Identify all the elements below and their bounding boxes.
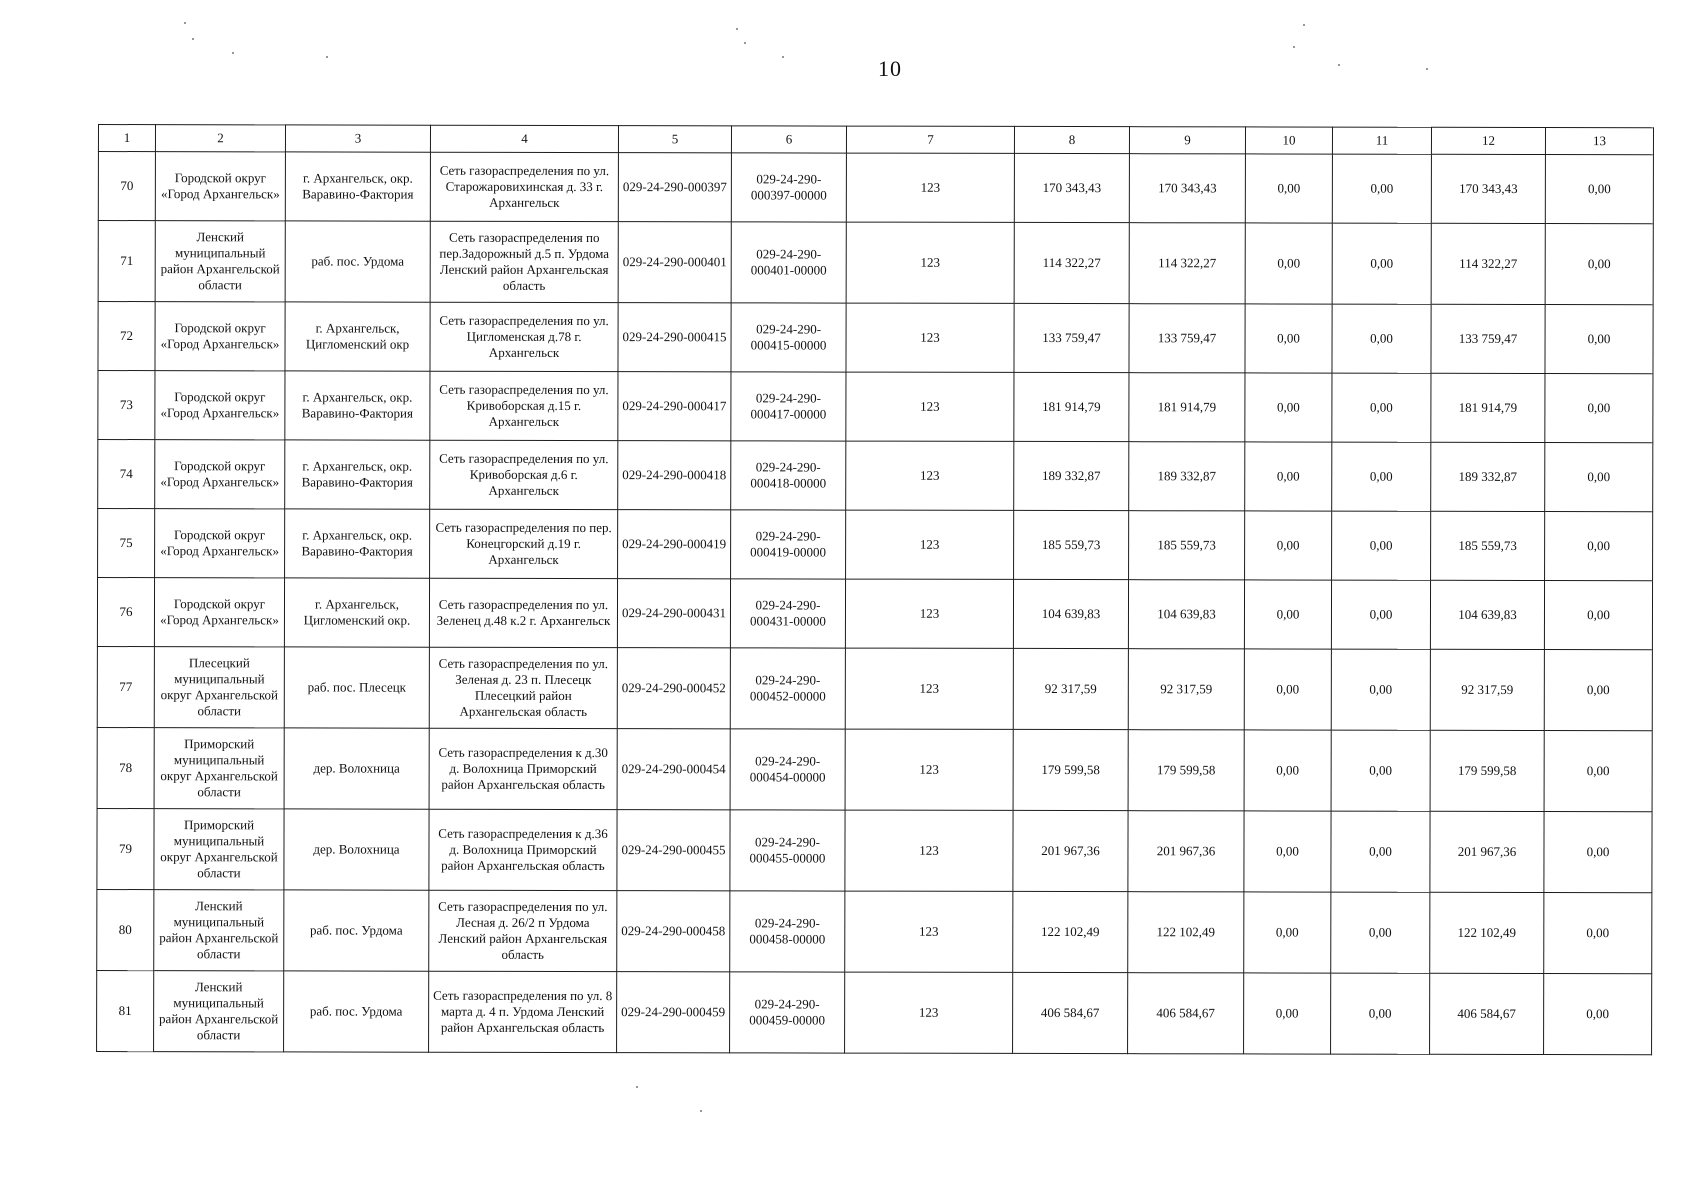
col11-cell: 0,00 (1331, 892, 1430, 973)
col10-cell: 0,00 (1245, 304, 1332, 373)
full-code-cell: 029-24-290-000459-00000 (730, 972, 845, 1053)
object-name-cell: Сеть газораспределения по ул. Старожаровихинская д. 33 г. Архангельск (430, 152, 618, 221)
col8-cell: 92 317,59 (1013, 648, 1128, 729)
object-name-cell: Сеть газораспределения к д.30 д. Волохница Приморский район Архангельская область (429, 728, 617, 809)
object-name-cell: Сеть газораспределения к д.36 д. Волохница Приморский район Архангельская область (429, 809, 617, 890)
column-number-row (98, 125, 1653, 155)
object-name-cell: Сеть газораспределения по ул. Кривоборская д.6 г. Архангельск (430, 440, 618, 509)
col10-cell: 0,00 (1245, 223, 1332, 304)
col9-cell: 122 102,49 (1128, 892, 1244, 973)
table-row (97, 808, 1652, 892)
full-code-cell: 029-24-290-000397-00000 (731, 153, 846, 222)
table-row (98, 440, 1653, 512)
locality-cell: дер. Волохница (284, 728, 429, 809)
col10-cell: 0,00 (1244, 973, 1331, 1054)
col13-cell: 0,00 (1545, 155, 1653, 224)
column-number: 5 (618, 126, 731, 153)
table-row (98, 221, 1653, 305)
col11-cell: 0,00 (1331, 811, 1430, 892)
cadastral-code-cell: 029-24-290-000417 (618, 372, 731, 441)
registry-table (96, 124, 1654, 1055)
full-code-cell: 029-24-290-000417-00000 (731, 372, 846, 441)
col12-cell: 179 599,58 (1430, 730, 1544, 811)
col8-cell: 179 599,58 (1013, 729, 1128, 810)
row-number: 79 (97, 808, 154, 889)
full-code-cell: 029-24-290-000452-00000 (730, 648, 845, 729)
municipality-cell: Городской округ «Город Архангельск» (154, 578, 284, 647)
table-row (97, 889, 1652, 973)
col11-cell: 0,00 (1332, 511, 1431, 580)
col12-cell: 406 584,67 (1430, 973, 1544, 1054)
column-number: 7 (846, 126, 1014, 153)
locality-cell: г. Архангельск, Цигломенский окр (285, 302, 430, 371)
municipality-cell: Приморский муниципальный округ Архангельской области (154, 728, 284, 809)
table-row (98, 371, 1653, 443)
column-number: 9 (1129, 127, 1245, 154)
col9-cell: 181 914,79 (1129, 373, 1245, 442)
object-name-cell: Сеть газораспределения по ул. 8 марта д. 4 п. Урдома Ленский район Архангельская область (429, 971, 617, 1052)
col10-cell: 0,00 (1244, 580, 1331, 649)
col9-cell: 179 599,58 (1128, 730, 1244, 811)
locality-cell: дер. Волохница (284, 809, 429, 890)
object-name-cell: Сеть газораспределения по пер. Конецгорский д.19 г. Архангельск (430, 509, 618, 578)
col8-cell: 114 322,27 (1014, 222, 1129, 303)
column-number: 13 (1545, 128, 1653, 155)
col7-cell: 123 (846, 441, 1014, 510)
col9-cell: 133 759,47 (1129, 304, 1245, 373)
column-number: 6 (731, 126, 846, 153)
col12-cell: 189 332,87 (1431, 442, 1545, 511)
col12-cell: 181 914,79 (1431, 373, 1545, 442)
col11-cell: 0,00 (1331, 730, 1430, 811)
col7-cell: 123 (846, 510, 1014, 579)
row-number: 75 (98, 509, 155, 578)
col12-cell: 185 559,73 (1431, 511, 1545, 580)
col7-cell: 123 (845, 729, 1013, 810)
col10-cell: 0,00 (1245, 442, 1332, 511)
col12-cell: 114 322,27 (1431, 223, 1545, 304)
object-name-cell: Сеть газораспределения по ул. Зеленая д. 23 п. Плесецк Плесецкий район Архангельская область (429, 647, 617, 728)
col7-cell: 123 (846, 303, 1014, 372)
row-number: 72 (98, 302, 155, 371)
cadastral-code-cell: 029-24-290-000431 (617, 579, 730, 648)
col7-cell: 123 (846, 222, 1014, 303)
page-number: 10 (878, 56, 902, 81)
col12-cell: 201 967,36 (1430, 811, 1544, 892)
table-row (98, 302, 1653, 374)
col11-cell: 0,00 (1332, 442, 1431, 511)
row-number: 71 (98, 221, 155, 302)
col11-cell: 0,00 (1331, 580, 1430, 649)
col8-cell: 201 967,36 (1013, 810, 1128, 891)
col12-cell: 104 639,83 (1430, 580, 1544, 649)
column-number: 4 (430, 125, 618, 152)
object-name-cell: Сеть газораспределения по ул. Лесная д. 26/2 п Урдома Ленский район Архангельская область (429, 890, 617, 971)
col9-cell: 114 322,27 (1129, 223, 1245, 304)
col8-cell: 170 343,43 (1014, 153, 1129, 222)
col10-cell: 0,00 (1245, 154, 1332, 223)
col13-cell: 0,00 (1545, 374, 1653, 443)
cadastral-code-cell: 029-24-290-000397 (618, 153, 731, 222)
col12-cell: 170 343,43 (1431, 154, 1545, 223)
municipality-cell: Городской округ «Город Архангельск» (155, 302, 285, 371)
column-number: 12 (1431, 127, 1545, 154)
municipality-cell: Приморский муниципальный округ Архангельской области (154, 809, 284, 890)
col7-cell: 123 (846, 372, 1014, 441)
object-name-cell: Сеть газораспределения по ул. Зеленец д.48 к.2 г. Архангельск (429, 578, 617, 647)
municipality-cell: Городской округ «Город Архангельск» (155, 509, 285, 578)
full-code-cell: 029-24-290-000401-00000 (731, 222, 846, 303)
col11-cell: 0,00 (1331, 649, 1430, 730)
col7-cell: 123 (845, 972, 1013, 1053)
municipality-cell: Городской округ «Город Архангельск» (155, 371, 285, 440)
col7-cell: 123 (846, 153, 1014, 222)
col13-cell: 0,00 (1544, 974, 1652, 1055)
col11-cell: 0,00 (1332, 304, 1431, 373)
row-number: 81 (97, 970, 154, 1051)
locality-cell: г. Архангельск, Цигломенский окр. (284, 578, 429, 647)
table-row (97, 578, 1652, 650)
locality-cell: раб. пос. Урдома (284, 971, 429, 1052)
col8-cell: 133 759,47 (1014, 303, 1129, 372)
col7-cell: 123 (845, 648, 1013, 729)
col8-cell: 181 914,79 (1014, 372, 1129, 441)
cadastral-code-cell: 029-24-290-000452 (617, 648, 730, 729)
col10-cell: 0,00 (1244, 649, 1331, 730)
col10-cell: 0,00 (1244, 811, 1331, 892)
col13-cell: 0,00 (1545, 305, 1653, 374)
col13-cell: 0,00 (1544, 581, 1652, 650)
cadastral-code-cell: 029-24-290-000415 (618, 303, 731, 372)
cadastral-code-cell: 029-24-290-000455 (617, 810, 730, 891)
full-code-cell: 029-24-290-000454-00000 (730, 729, 845, 810)
full-code-cell: 029-24-290-000458-00000 (730, 891, 845, 972)
col7-cell: 123 (845, 810, 1013, 891)
cadastral-code-cell: 029-24-290-000458 (617, 891, 730, 972)
col11-cell: 0,00 (1332, 223, 1431, 304)
row-number: 77 (97, 646, 154, 727)
municipality-cell: Плесецкий муниципальный округ Архангельской области (154, 647, 284, 728)
col7-cell: 123 (845, 891, 1013, 972)
col9-cell: 185 559,73 (1129, 511, 1245, 580)
col10-cell: 0,00 (1245, 511, 1332, 580)
row-number: 80 (97, 889, 154, 970)
locality-cell: раб. пос. Урдома (284, 890, 429, 971)
object-name-cell: Сеть газораспределения по пер.Задорожный д.5 п. Урдома Ленский район Архангельская область (430, 221, 618, 302)
full-code-cell: 029-24-290-000418-00000 (731, 441, 846, 510)
col13-cell: 0,00 (1544, 893, 1652, 974)
registry-sheet (96, 124, 1653, 1055)
locality-cell: г. Архангельск, окр. Варавино-Фактория (285, 509, 430, 578)
col13-cell: 0,00 (1544, 650, 1652, 731)
municipality-cell: Городской округ «Город Архангельск» (155, 440, 285, 509)
municipality-cell: Ленский муниципальный район Архангельской области (154, 890, 284, 971)
col9-cell: 406 584,67 (1128, 973, 1244, 1054)
municipality-cell: Ленский муниципальный район Архангельской области (155, 221, 285, 302)
col8-cell: 122 102,49 (1013, 891, 1128, 972)
row-number: 73 (98, 371, 155, 440)
col9-cell: 201 967,36 (1128, 811, 1244, 892)
col8-cell: 406 584,67 (1013, 972, 1128, 1053)
cadastral-code-cell: 029-24-290-000418 (618, 441, 731, 510)
row-number: 74 (98, 440, 155, 509)
col7-cell: 123 (845, 579, 1013, 648)
locality-cell: г. Архангельск, окр. Варавино-Фактория (285, 371, 430, 440)
table-row (97, 970, 1652, 1054)
municipality-cell: Городской округ «Город Архангельск» (155, 152, 285, 221)
table-row (98, 152, 1653, 224)
column-number: 10 (1245, 127, 1332, 154)
col11-cell: 0,00 (1332, 373, 1431, 442)
full-code-cell: 029-24-290-000415-00000 (731, 303, 846, 372)
cadastral-code-cell: 029-24-290-000419 (618, 510, 731, 579)
col13-cell: 0,00 (1545, 512, 1653, 581)
col9-cell: 189 332,87 (1129, 442, 1245, 511)
column-number: 11 (1332, 127, 1431, 154)
col8-cell: 189 332,87 (1014, 441, 1129, 510)
cadastral-code-cell: 029-24-290-000454 (617, 729, 730, 810)
col11-cell: 0,00 (1331, 973, 1430, 1054)
column-number: 8 (1014, 126, 1129, 153)
col13-cell: 0,00 (1545, 224, 1653, 305)
col13-cell: 0,00 (1544, 812, 1652, 893)
column-number: 2 (155, 125, 285, 152)
table-row (98, 509, 1653, 581)
col10-cell: 0,00 (1244, 892, 1331, 973)
col8-cell: 185 559,73 (1014, 510, 1129, 579)
col13-cell: 0,00 (1544, 731, 1652, 812)
object-name-cell: Сеть газораспределения по ул. Цигломенская д.78 г. Архангельск (430, 302, 618, 371)
locality-cell: раб. пос. Урдома (285, 221, 430, 302)
table-row (97, 727, 1652, 811)
cadastral-code-cell: 029-24-290-000459 (617, 972, 730, 1053)
col10-cell: 0,00 (1244, 730, 1331, 811)
column-number: 3 (285, 125, 430, 152)
col8-cell: 104 639,83 (1013, 579, 1128, 648)
object-name-cell: Сеть газораспределения по ул. Кривоборская д.15 г. Архангельск (430, 371, 618, 440)
col12-cell: 133 759,47 (1431, 304, 1545, 373)
full-code-cell: 029-24-290-000455-00000 (730, 810, 845, 891)
municipality-cell: Ленский муниципальный район Архангельской области (154, 971, 284, 1052)
col13-cell: 0,00 (1545, 443, 1653, 512)
row-number: 70 (98, 152, 155, 221)
col9-cell: 170 343,43 (1129, 154, 1245, 223)
cadastral-code-cell: 029-24-290-000401 (618, 222, 731, 303)
row-number: 76 (97, 578, 154, 647)
col12-cell: 122 102,49 (1430, 892, 1544, 973)
col10-cell: 0,00 (1245, 373, 1332, 442)
full-code-cell: 029-24-290-000431-00000 (730, 579, 845, 648)
locality-cell: г. Архангельск, окр. Варавино-Фактория (285, 152, 430, 221)
col11-cell: 0,00 (1332, 154, 1431, 223)
full-code-cell: 029-24-290-000419-00000 (731, 510, 846, 579)
col12-cell: 92 317,59 (1430, 649, 1544, 730)
row-number: 78 (97, 727, 154, 808)
table-row (97, 646, 1652, 730)
column-number: 1 (98, 125, 155, 152)
locality-cell: г. Архангельск, окр. Варавино-Фактория (285, 440, 430, 509)
col9-cell: 104 639,83 (1128, 580, 1244, 649)
col9-cell: 92 317,59 (1128, 649, 1244, 730)
locality-cell: раб. пос. Плесецк (284, 647, 429, 728)
